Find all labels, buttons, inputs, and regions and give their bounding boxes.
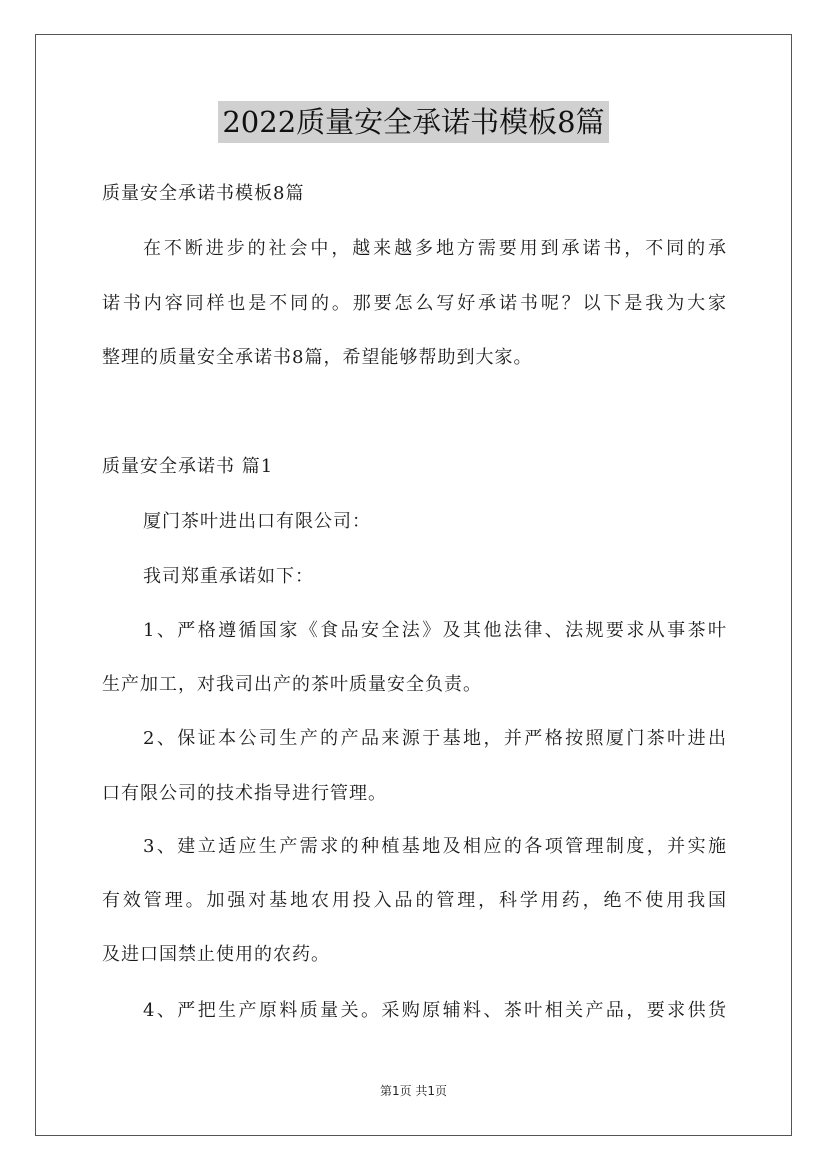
paragraph-line: 有效管理。加强对基地农用投入品的管理，科学用药，绝不使用我国 [102,890,726,911]
paragraph-line: 生产加工，对我司出产的茶叶质量安全负责。 [102,674,482,695]
paragraph-line: 口有限公司的技术指导进行管理。 [102,783,387,804]
section-heading: 质量安全承诺书 篇1 [102,456,274,477]
paragraph-line: 厦门茶叶进出口有限公司： [143,511,371,532]
paragraph-line: 4、严把生产原料质量关。采购原辅料、茶叶相关产品，要求供货 [143,1000,726,1021]
paragraph-line: 在不断进步的社会中，越来越多地方需要用到承诺书，不同的承 [143,238,726,259]
document-title: 2022质量安全承诺书模板8篇 [218,101,608,143]
paragraph-line: 3、建立适应生产需求的种植基地及相应的各项管理制度，并实施 [143,836,726,857]
page-footer: 第1页 共1页 [379,1084,448,1098]
subtitle: 质量安全承诺书模板8篇 [102,183,305,204]
paragraph-line: 2、保证本公司生产的产品来源于基地，并严格按照厦门茶叶进出 [143,728,726,749]
paragraph-line: 我司郑重承诺如下： [143,566,314,587]
title-wrap [0,101,827,143]
paragraph-line: 及进口国禁止使用的农药。 [102,944,330,965]
paragraph-line: 整理的质量安全承诺书8篇，希望能够帮助到大家。 [102,347,533,368]
paragraph-line: 诺书内容同样也是不同的。那要怎么写好承诺书呢？以下是我为大家 [102,293,726,314]
paragraph-line: 1、严格遵循国家《食品安全法》及其他法律、法规要求从事茶叶 [143,620,726,641]
